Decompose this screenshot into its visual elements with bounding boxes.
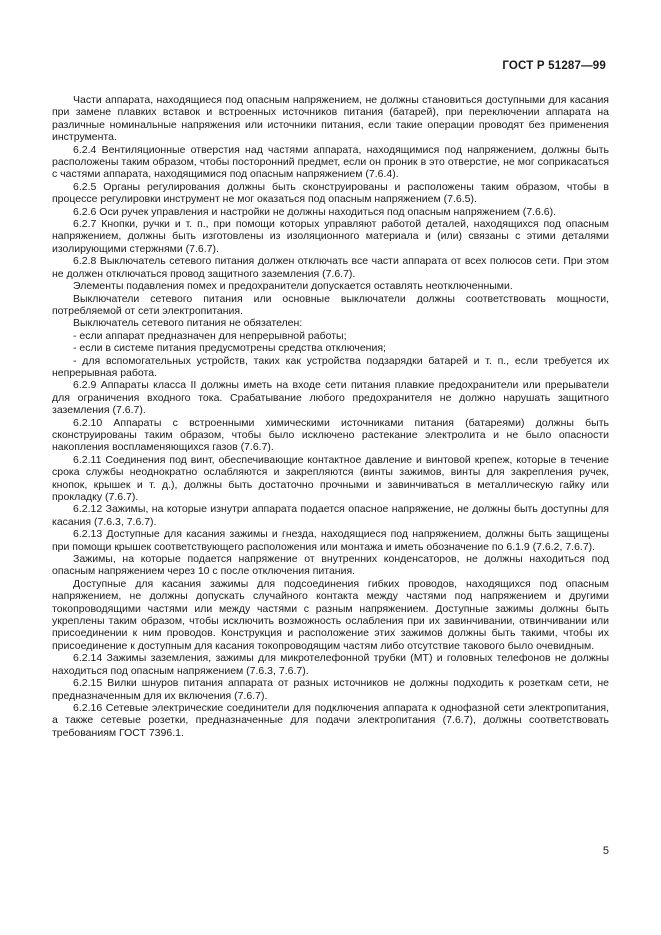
- paragraph-6-2-6: 6.2.6 Оси ручек управления и настройки не должны находиться под опасным напряжением (7.6.6).: [73, 205, 556, 218]
- list-item: - если в системе питания предусмотрены средства отключения;: [73, 342, 386, 355]
- paragraph: Зажимы, на которые подается напряжение от внутренних конденсаторов, не должны находиться под опасным напряжением через 10 с после отключения питания.: [52, 553, 609, 578]
- paragraph-6-2-5: 6.2.5 Органы регулирования должны быть сконструированы и расположены таким образом, чтобы в процессе регулировки инструмент не мог оказаться под опасным напряжением (7.6.5).: [52, 180, 609, 206]
- paragraph-6-2-13: 6.2.13 Доступные для касания зажимы и гнезда, находящиеся под напряжением, должны быть защищены при помощи крышек соответствующего расположения или монтажа и иметь обозначение по 6.1.9 (7.6.2, 7.6.7).: [52, 528, 609, 553]
- document-body: [52, 94, 609, 739]
- paragraph-6-2-16: 6.2.16 Сетевые электрические соединители для подключения аппарата к однофазной сети электропитания, а также сетевые розетки, предназначенные для подачи электропитания (7.6.7), должны соответствовать требованиям ГОСТ 7396.1.: [52, 701, 609, 739]
- list-item: - для вспомогательных устройств, таких как устройства подзарядки батарей и т. п., если требуется их непрерывная работа.: [52, 354, 609, 379]
- paragraph-6-2-8: 6.2.8 Выключатель сетевого питания должен отключать все части аппарата от всех полюсов сети. При этом не должен отключаться провод защитного заземления (7.6.7).: [52, 255, 609, 280]
- paragraph: Доступные для касания зажимы для подсоединения гибких проводов, находящихся под опасным напряжением, не должны допускать случайного контакта между частями под напряжением и другими токопроводящими частями или между частями с разным напряжением. Доступные зажимы должны быть укреплены таким образом, чтобы исключить возможность ослабления при их завинчивании, отвинчивании или присоединении к ним проводов. Конструкция и расположение этих зажимов должны быть такими, чтобы их присоединение к доступным для касания токопроводящим частям либо отсутствие такового было очевидным.: [52, 577, 609, 652]
- paragraph-6-2-12: 6.2.12 Зажимы, на которые изнутри аппарата подается опасное напряжение, не должны быть доступны для касания (7.6.3, 7.6.7).: [52, 503, 609, 528]
- paragraph: Элементы подавления помех и предохранители допускается оставлять неотключенными.: [73, 280, 513, 293]
- paragraph: Части аппарата, находящиеся под опасным напряжением, не должны становиться доступными для касания при замене плавких вставок и встроенных источников питания (батарей), при переключении аппарата на различные номинальные напряжения или источники питания, если такие операции проводят без применения инструмента.: [52, 94, 609, 144]
- page-number: 5: [602, 845, 609, 857]
- paragraph: Выключатель сетевого питания не обязателен:: [73, 317, 303, 330]
- paragraph-6-2-15: 6.2.15 Вилки шнуров питания аппарата от разных источников не должны подходить к розеткам сети, не предназначенным для их включения (7.6.7).: [52, 677, 609, 702]
- paragraph-6-2-7: 6.2.7 Кнопки, ручки и т. п., при помощи которых управляют работой деталей, находящихся под опасным напряжением, должны быть изготовлены из изоляционного материала и (или) связаны с этими деталями изолирующими стержнями (7.6.7).: [52, 218, 609, 255]
- paragraph-6-2-4: 6.2.4 Вентиляционные отверстия над частями аппарата, находящимися под напряжением, должны быть расположены таким образом, чтобы посторонний предмет, если он проник в это отверстие, не мог соприкасаться с частями аппарата, находящимися под опасным напряжением (7.6.4).: [52, 143, 609, 181]
- document-header-id: ГОСТ Р 51287—99: [502, 60, 606, 72]
- paragraph-6-2-14: 6.2.14 Зажимы заземления, зажимы для микротелефонной трубки (МТ) и головных телефонов не должны находиться под опасным напряжением (7.6.3, 7.6.7).: [52, 652, 609, 677]
- paragraph: Выключатели сетевого питания или основные выключатели должны соответствовать мощности, потребляемой от сети электропитания.: [52, 292, 609, 317]
- paragraph-6-2-11: 6.2.11 Соединения под винт, обеспечивающие контактное давление и винтовой крепеж, которые в течение срока службы неоднократно ослабляются и закрепляются (винты зажимов, винты для закрепления ручек, кнопок, крышек и т. д.), должны быть достаточно прочными и завинчиваться в металлическую гайку или прокладку (7.6.7).: [52, 453, 609, 503]
- paragraph-6-2-10: 6.2.10 Аппараты с встроенными химическими источниками питания (батареями) должны быть сконструированы таким образом, чтобы было исключено растекание электролита и не было опасности накопления воспламеняющихся газов (7.6.7).: [52, 416, 609, 454]
- paragraph-6-2-9: 6.2.9 Аппараты класса II должны иметь на входе сети питания плавкие предохранители или прерыватели для ограничения входного тока. Срабатывание любого предохранителя не должно нарушать защитного заземления (7.6.7).: [52, 379, 609, 417]
- list-item: - если аппарат предназначен для непрерывной работы;: [73, 329, 347, 342]
